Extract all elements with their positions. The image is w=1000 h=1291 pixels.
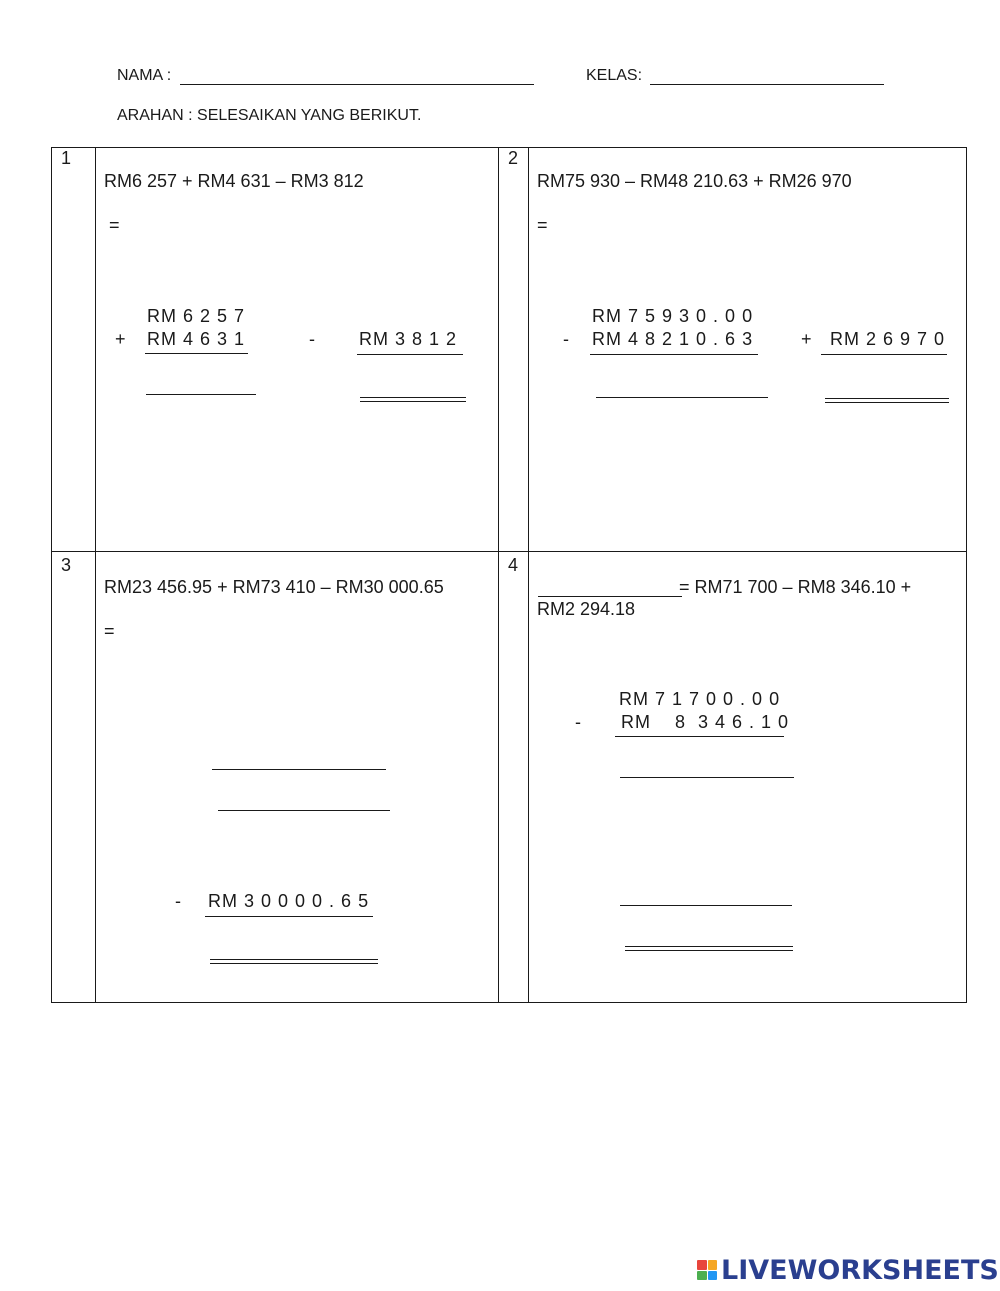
q1-top-number: RM 6 2 5 7 xyxy=(147,306,246,326)
q2-number: 2 xyxy=(508,148,519,168)
q3-underline-1 xyxy=(205,916,373,917)
q3-equals: = xyxy=(104,621,115,641)
kelas-label: KELAS: xyxy=(586,67,643,84)
q4-second-number: RM 8 3 4 6 . 1 0 xyxy=(621,712,790,732)
q4-answer-step2-input[interactable] xyxy=(620,905,792,908)
q1-answer-step1-input[interactable] xyxy=(146,394,256,397)
q1-final-answer-line[interactable] xyxy=(360,397,466,402)
q4-expression-line2: RM2 294.18 xyxy=(537,599,636,619)
q2-expression: RM75 930 – RM48 210.63 + RM26 970 xyxy=(537,171,852,191)
q2-second-number: RM 4 8 2 1 0 . 6 3 xyxy=(592,329,754,349)
row-divider xyxy=(51,551,967,552)
q4-expression-line1: = RM71 700 – RM8 346.10 + xyxy=(679,577,912,597)
q2-third-number: RM 2 6 9 7 0 xyxy=(830,329,946,349)
q3-number: 3 xyxy=(61,555,72,575)
q2-op1: - xyxy=(563,329,569,349)
kelas-input[interactable] xyxy=(650,84,884,87)
q4-final-answer-line[interactable] xyxy=(625,946,793,951)
q2-top-number: RM 7 5 9 3 0 . 0 0 xyxy=(592,306,754,326)
liveworksheets-logo xyxy=(697,1256,999,1284)
q1-equals: = xyxy=(109,215,120,235)
q1-second-number: RM 4 6 3 1 xyxy=(147,329,246,349)
q4-op: - xyxy=(575,712,581,732)
q1-underline-1 xyxy=(145,353,248,354)
q1-number: 1 xyxy=(61,148,72,168)
q1-op2: - xyxy=(309,329,315,349)
q2-equals: = xyxy=(537,215,548,235)
q2-op2: + xyxy=(801,329,812,349)
q4-underline-1 xyxy=(615,736,784,737)
q1-op1: + xyxy=(115,329,126,349)
col-divider-1 xyxy=(95,147,96,1003)
q4-number: 4 xyxy=(508,555,519,575)
q2-underline-2 xyxy=(821,354,947,355)
nama-input[interactable] xyxy=(180,84,534,87)
q2-final-answer-line[interactable] xyxy=(825,398,949,403)
q1-expression: RM6 257 + RM4 631 – RM3 812 xyxy=(104,171,364,191)
col-divider-2 xyxy=(498,147,499,1003)
col-divider-3 xyxy=(528,147,529,1003)
q1-underline-2 xyxy=(357,354,463,355)
q2-underline-1 xyxy=(590,354,758,355)
q3-final-answer-line[interactable] xyxy=(210,959,378,964)
q4-answer-step1-input[interactable] xyxy=(620,777,794,780)
q3-answer-step1-input[interactable] xyxy=(212,769,386,772)
q3-expression: RM23 456.95 + RM73 410 – RM30 000.65 xyxy=(104,577,444,597)
q4-top-number: RM 7 1 7 0 0 . 0 0 xyxy=(619,689,781,709)
liveworksheets-logo-icon xyxy=(697,1260,717,1280)
q1-third-number: RM 3 8 1 2 xyxy=(359,329,458,349)
q3-third-number: RM 3 0 0 0 0 . 6 5 xyxy=(208,891,370,911)
liveworksheets-logo-text: LIVEWORKSHEETS xyxy=(721,1254,999,1286)
q2-answer-step1-input[interactable] xyxy=(596,397,768,400)
nama-label: NAMA : xyxy=(117,67,172,84)
q3-answer-step2-input[interactable] xyxy=(218,810,390,813)
q3-op: - xyxy=(175,891,181,911)
instruction-text: ARAHAN : SELESAIKAN YANG BERIKUT. xyxy=(117,107,422,124)
